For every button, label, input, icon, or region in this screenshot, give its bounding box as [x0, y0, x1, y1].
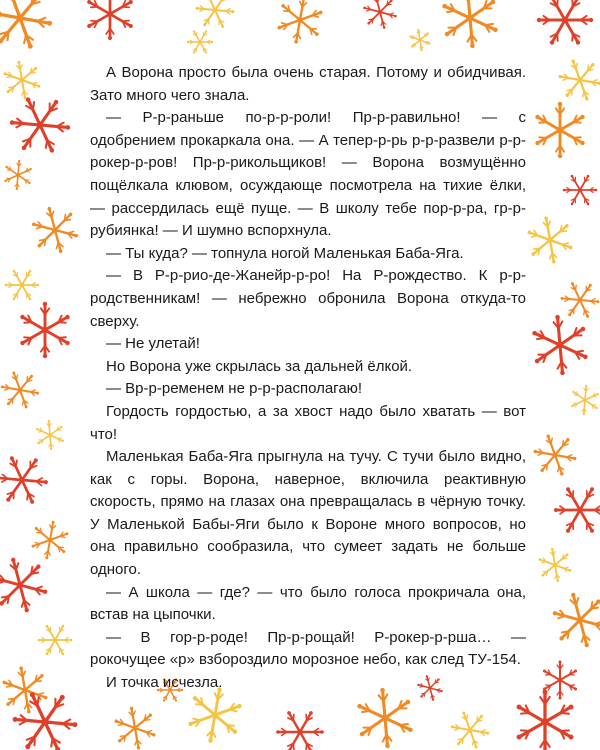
paragraph: Гордость гордостью, а за хвост надо было хватать — вот что!	[90, 402, 526, 443]
snowflake-icon	[523, 95, 597, 166]
snowflake-icon	[187, 30, 213, 53]
snowflake-icon	[555, 58, 600, 103]
snowflake-icon	[8, 96, 73, 154]
snowflake-icon	[24, 514, 76, 565]
snowflake-icon	[108, 703, 162, 750]
paragraph: — В Р-р-рио-де-Жанейр-р-ро! На Р-рождество. К р-р-родственникам! — небрежно обронила Ворона откуда-то сверху.	[90, 267, 526, 330]
snowflake-icon	[520, 212, 579, 268]
snowflake-icon	[0, 662, 55, 718]
paragraph: — В гор-р-роде! Пр-р-рощай! Р-рокер-р-рша… — рокочущее «р» взбороздило морозное небо, как след ТУ-154.	[90, 628, 526, 669]
snowflake-icon	[276, 711, 324, 750]
paragraph: — Вр-р-ременем не р-р-располагаю!	[106, 380, 363, 398]
snowflake-icon	[554, 487, 600, 533]
snowflake-icon	[8, 295, 82, 366]
paragraph: Но Ворона уже скрылась за дальней ёлкой.	[106, 357, 413, 375]
snowflake-icon	[38, 625, 73, 655]
paragraph: И точка исчезла.	[106, 674, 223, 692]
snowflake-icon	[406, 27, 434, 53]
paragraph: — Р-р-раньше по-р-р-роли! Пр-р-равильно! — с одобрением прокаркала она. — А тепер-р-рь р-р-развели р-р-рокер-р-ров! Пр-р-рикольщиков! — Ворона возмущённо пощёлкала клювом, осуждающе посмотрела на тихие ёлки, — рассердилась ещё пуще. — В школу тебе пор-р-ра, гр-р-рубиянка! — И шумно вспорхнула.	[90, 109, 526, 240]
snowflake-icon	[27, 204, 84, 257]
snowflake-icon	[535, 655, 586, 704]
snowflake-icon	[534, 545, 577, 585]
snowflake-icon	[194, 0, 236, 29]
snowflake-icon	[359, 0, 400, 31]
snowflake-icon	[565, 380, 600, 419]
paragraph: Маленькая Баба-Яга прыгнула на тучу. С тучи было видно, как с горы. Ворона, наверное, включила реактивную скорость, прямо на глазах она превращалась в чёрную точку. У Маленькой Бабы-Яги было к Вороне много вопросов, но она правильно сообразила, что сумеет задать не больше одного.	[90, 448, 526, 579]
snowflake-icon	[0, 554, 54, 616]
snowflake-icon	[537, 0, 593, 45]
paragraph: — Ты куда? — топнула ногой Маленькая Баба-Яга.	[106, 244, 464, 262]
snowflake-icon	[10, 691, 80, 750]
snowflake-icon	[546, 589, 600, 651]
snowflake-icon	[0, 455, 50, 505]
snowflake-icon	[0, 370, 42, 410]
paragraph: — А школа — где? — что было голоса прокричала она, встав на цыпочки.	[90, 583, 526, 624]
snowflake-icon	[31, 417, 70, 454]
snowflake-icon	[76, 0, 144, 47]
snowflake-icon	[530, 433, 579, 478]
paragraph: А Ворона просто была очень старая. Потому и обидчивая. Зато много чего знала.	[90, 64, 526, 104]
snowflake-icon	[5, 270, 40, 300]
snowflake-icon	[521, 308, 598, 382]
snowflake-icon	[0, 0, 57, 52]
story-text	[90, 62, 526, 695]
snowflake-icon	[559, 281, 600, 318]
paragraph: — Не улетай!	[106, 335, 200, 353]
snowflake-icon	[431, 0, 508, 55]
snowflake-icon	[0, 57, 46, 102]
snowflake-icon	[563, 175, 598, 205]
snowflake-icon	[0, 155, 38, 194]
snowflake-icon	[268, 0, 331, 51]
snowflake-icon	[448, 710, 492, 750]
